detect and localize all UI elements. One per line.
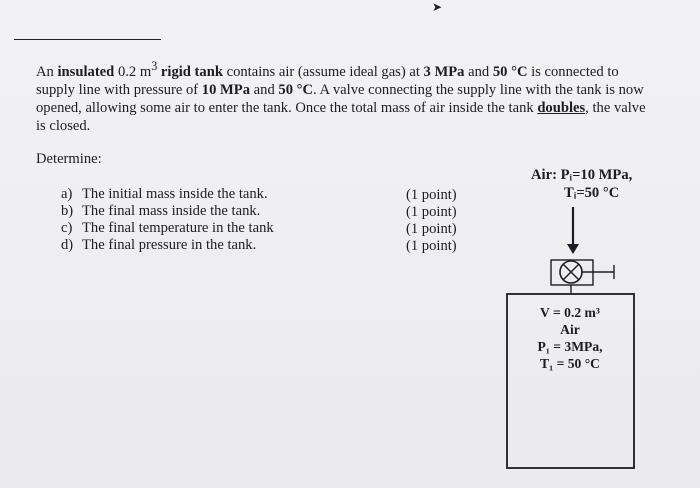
points-c: (1 point)	[406, 221, 457, 237]
tank-state-label	[508, 304, 632, 372]
supply-temp-value: 50 °C	[278, 81, 314, 98]
question-letter: d)	[61, 237, 74, 253]
problem-text: , the valve is closed.	[36, 99, 646, 134]
problem-text: is connected to supply line with pressure of	[36, 63, 619, 98]
tank-pressure-label: P₁ = 3MPa,	[537, 339, 603, 354]
flow-arrow-icon	[567, 244, 579, 254]
supply-line-temp: Tᵢ=50 °C	[564, 185, 620, 201]
determine-label: Determine:	[36, 151, 102, 167]
question-text: The initial mass inside the tank.	[82, 186, 268, 202]
problem-text: . A valve connecting the supply line with the tank is now opened, allowing some air to enter the tank. Once the total mass of air inside the tank	[36, 81, 644, 116]
points-b: (1 point)	[406, 204, 457, 220]
points-a: (1 point)	[406, 187, 457, 203]
rigid-tank-term: rigid tank	[157, 63, 223, 80]
problem-text: An	[36, 63, 58, 80]
tank-volume-value: 0.2 m	[117, 63, 152, 80]
volume-exponent: 3	[151, 59, 158, 73]
supply-line-label: Air: Pᵢ=10 MPa,	[531, 167, 633, 183]
initial-pressure-value: 3 MPa	[423, 63, 465, 80]
tank-volume-label: V = 0.2 m³	[540, 305, 600, 320]
points-d: (1 point)	[406, 238, 457, 254]
initial-temp-value: 50 °C	[492, 63, 528, 80]
question-letter: b)	[61, 203, 74, 219]
problem-text: and	[250, 81, 279, 98]
question-text: The final pressure in the tank.	[82, 237, 257, 253]
tank-gas-label: Air	[560, 322, 580, 337]
mouse-cursor-icon: ➤	[432, 0, 443, 14]
problem-text: and	[464, 63, 493, 80]
question-letter: a)	[61, 186, 73, 202]
problem-text: contains air (assume ideal gas) at	[222, 63, 424, 80]
supply-pressure-value: 10 MPa	[201, 81, 251, 98]
question-letter: c)	[61, 220, 73, 236]
doubles-term: doubles	[537, 99, 586, 116]
question-text: The final mass inside the tank.	[82, 203, 261, 219]
insulated-term: insulated	[57, 63, 115, 80]
question-text: The final temperature in the tank	[82, 220, 274, 236]
tank-temp-label: T₁ = 50 °C	[540, 356, 600, 371]
